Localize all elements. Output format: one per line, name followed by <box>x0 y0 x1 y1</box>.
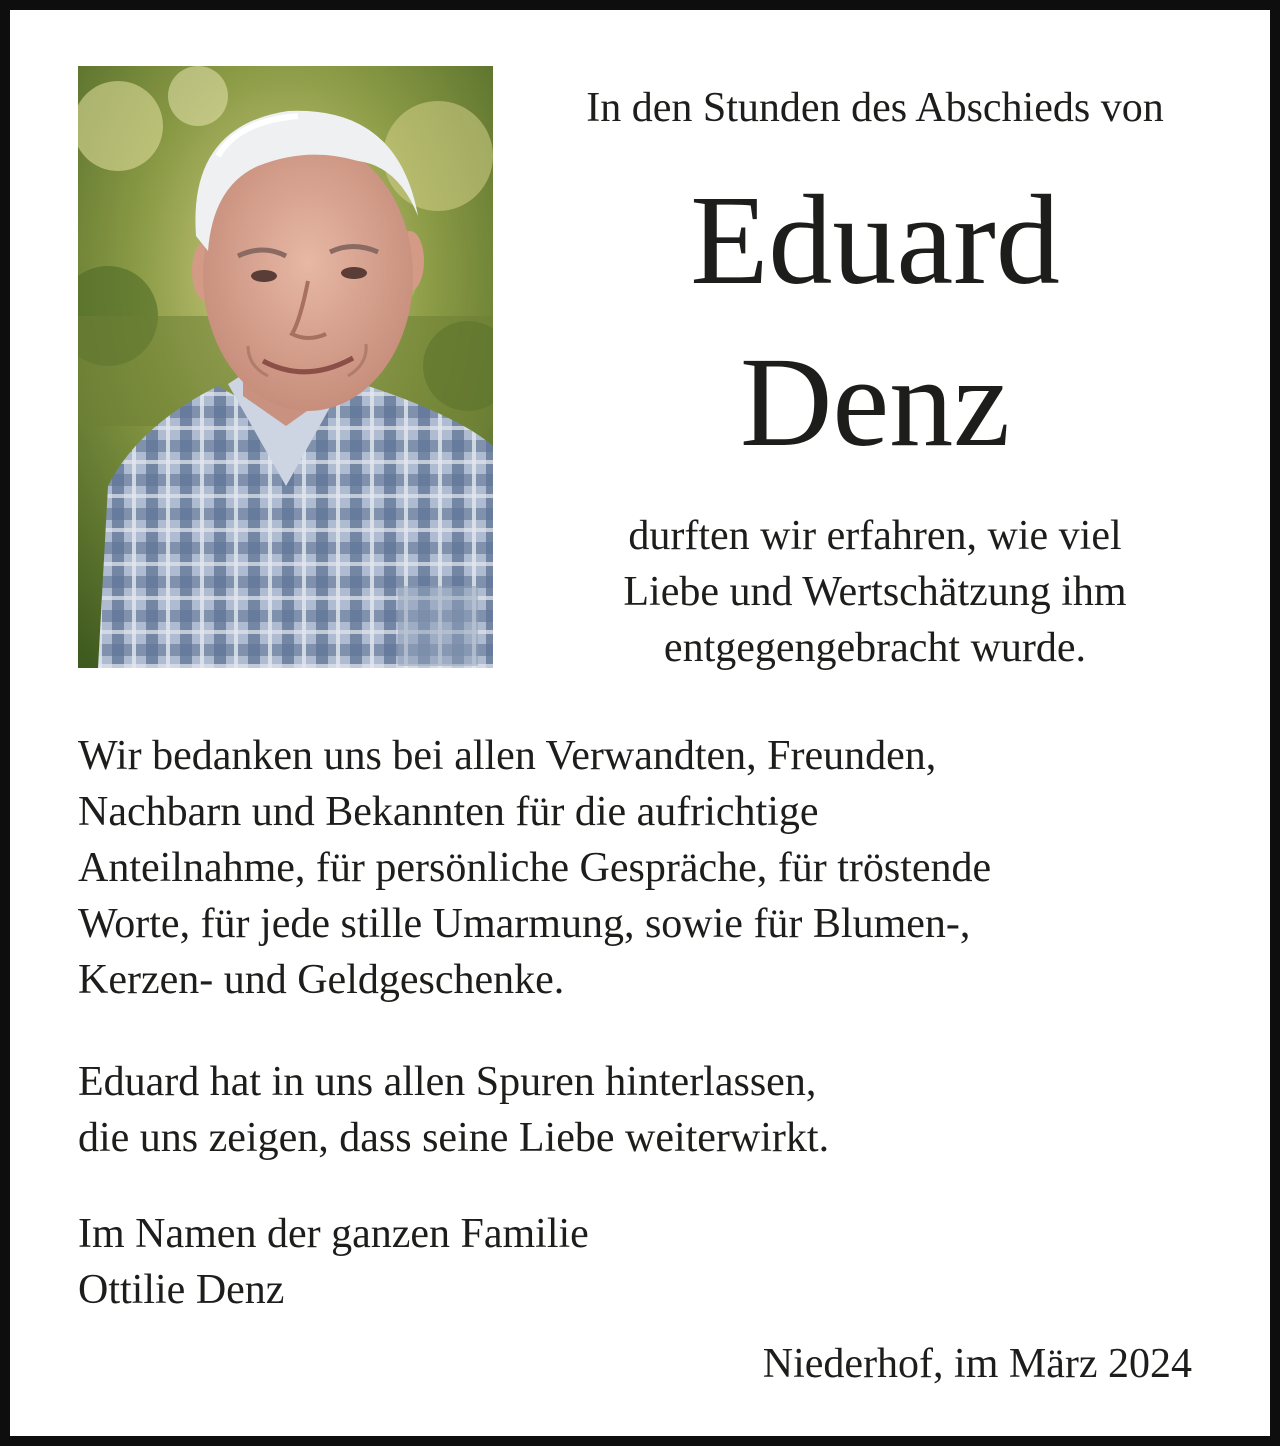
experience-line: durften wir erfahren, wie viel <box>628 513 1122 559</box>
signature-line: Im Namen der ganzen Familie <box>78 1211 589 1257</box>
thanks-line: Worte, für jede stille Umarmung, sowie für Blumen-, <box>78 901 971 947</box>
signature-block <box>78 1206 1238 1318</box>
place-date: Niederhof, im März 2024 <box>762 1341 1192 1387</box>
thanks-paragraph <box>78 728 1238 1008</box>
thanks-line: Wir bedanken uns bei allen Verwandten, Freunden, <box>78 733 937 779</box>
experience-line: Liebe und Wertschätzung ihm <box>623 569 1127 615</box>
thanks-line: Kerzen- und Geldgeschenke. <box>78 957 565 1003</box>
legacy-line: die uns zeigen, dass seine Liebe weiterwirkt. <box>78 1115 830 1161</box>
experience-line: entgegengebracht wurde. <box>663 625 1087 671</box>
thanks-line: Anteilnahme, für persönliche Gespräche, für tröstende <box>78 845 992 891</box>
deceased-last-name: Denz <box>739 331 1011 473</box>
deceased-first-name: Eduard <box>690 169 1060 311</box>
experience-text <box>510 508 1240 676</box>
legacy-line: Eduard hat in uns allen Spuren hinterlassen, <box>78 1059 817 1105</box>
legacy-paragraph <box>78 1054 1238 1166</box>
intro-line: In den Stunden des Abschieds von <box>586 85 1164 131</box>
portrait-photo <box>78 66 493 668</box>
signature-line: Ottilie Denz <box>78 1267 285 1313</box>
thanks-line: Nachbarn und Bekannten für die aufrichtige <box>78 789 819 835</box>
